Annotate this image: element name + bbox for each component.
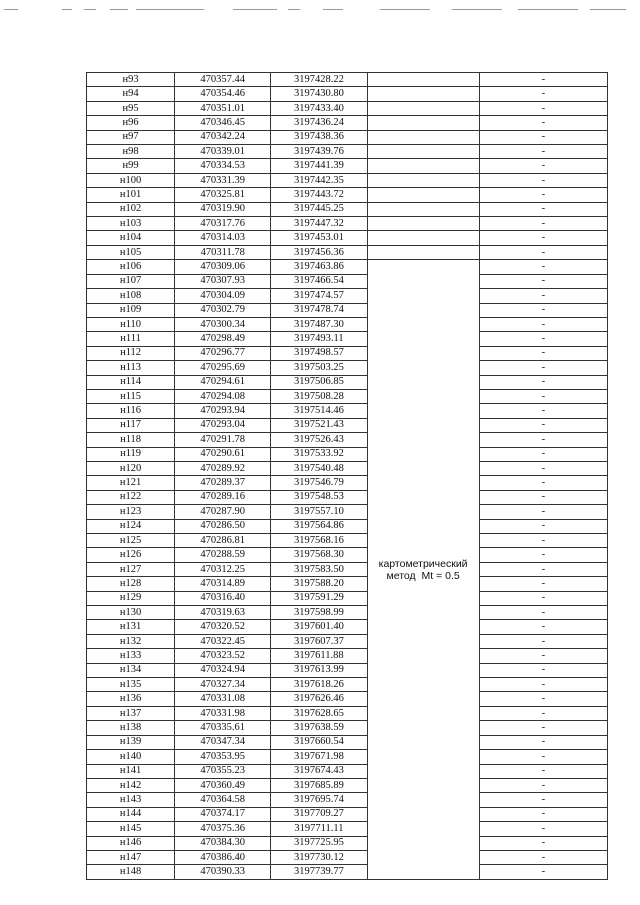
y-coordinate-cell: 3197453.01 [271,231,367,245]
y-coordinate-cell: 3197557.10 [271,505,367,519]
point-name-cell: н109 [87,303,175,317]
point-name-cell: н125 [87,534,175,548]
y-coordinate-cell: 3197568.16 [271,534,367,548]
table-row [87,735,608,749]
table-row [87,159,608,173]
x-coordinate-cell: 470331.39 [175,173,271,187]
x-coordinate-cell: 470335.61 [175,721,271,735]
point-name-cell: н110 [87,317,175,331]
y-coordinate-cell: 3197442.35 [271,173,367,187]
method-line-2: метод Mt = 0.5 [386,569,460,582]
table-row [87,534,608,548]
description-cell: - [479,850,607,864]
x-coordinate-cell: 470374.17 [175,807,271,821]
description-cell: - [479,73,607,87]
x-coordinate-cell: 470331.08 [175,692,271,706]
table-row [87,289,608,303]
table-row [87,346,608,360]
y-coordinate-cell: 3197436.24 [271,116,367,130]
description-cell: - [479,534,607,548]
coordinates-table-body [87,73,608,880]
table-row [87,317,608,331]
y-coordinate-cell: 3197514.46 [271,404,367,418]
x-coordinate-cell: 470322.45 [175,634,271,648]
description-cell: - [479,577,607,591]
table-row [87,433,608,447]
table-row [87,332,608,346]
point-name-cell: н127 [87,562,175,576]
description-cell: - [479,706,607,720]
table-row [87,548,608,562]
point-name-cell: н143 [87,793,175,807]
table-row [87,418,608,432]
x-coordinate-cell: 470386.40 [175,850,271,864]
point-name-cell: н116 [87,404,175,418]
y-coordinate-cell: 3197493.11 [271,332,367,346]
table-row [87,807,608,821]
method-cell-empty [367,173,479,187]
y-coordinate-cell: 3197583.50 [271,562,367,576]
description-cell: - [479,101,607,115]
y-coordinate-cell: 3197601.40 [271,620,367,634]
point-name-cell: н96 [87,116,175,130]
y-coordinate-cell: 3197638.59 [271,721,367,735]
x-coordinate-cell: 470331.98 [175,706,271,720]
x-coordinate-cell: 470375.36 [175,822,271,836]
method-cell-empty [367,231,479,245]
table-row [87,577,608,591]
point-name-cell: н131 [87,620,175,634]
description-cell: - [479,764,607,778]
x-coordinate-cell: 470355.23 [175,764,271,778]
description-cell: - [479,332,607,346]
point-name-cell: н112 [87,346,175,360]
description-cell: - [479,692,607,706]
method-cell-empty [367,217,479,231]
description-cell: - [479,375,607,389]
y-coordinate-cell: 3197591.29 [271,591,367,605]
table-row [87,202,608,216]
description-cell: - [479,778,607,792]
y-coordinate-cell: 3197503.25 [271,361,367,375]
y-coordinate-cell: 3197628.65 [271,706,367,720]
description-cell: - [479,87,607,101]
description-cell: - [479,404,607,418]
point-name-cell: н148 [87,865,175,879]
table-row [87,519,608,533]
y-coordinate-cell: 3197626.46 [271,692,367,706]
method-line-1: картометрический [378,557,468,570]
description-cell: - [479,303,607,317]
description-cell: - [479,865,607,879]
x-coordinate-cell: 470289.16 [175,490,271,504]
point-name-cell: н134 [87,663,175,677]
y-coordinate-cell: 3197521.43 [271,418,367,432]
point-name-cell: н93 [87,73,175,87]
point-name-cell: н139 [87,735,175,749]
point-name-cell: н122 [87,490,175,504]
point-name-cell: н99 [87,159,175,173]
table-row [87,649,608,663]
y-coordinate-cell: 3197445.25 [271,202,367,216]
y-coordinate-cell: 3197456.36 [271,245,367,259]
description-cell: - [479,145,607,159]
y-coordinate-cell: 3197685.89 [271,778,367,792]
point-name-cell: н121 [87,476,175,490]
y-coordinate-cell: 3197730.12 [271,850,367,864]
y-coordinate-cell: 3197674.43 [271,764,367,778]
table-row [87,461,608,475]
y-coordinate-cell: 3197660.54 [271,735,367,749]
description-cell: - [479,562,607,576]
point-name-cell: н124 [87,519,175,533]
description-cell: - [479,418,607,432]
y-coordinate-cell: 3197548.53 [271,490,367,504]
description-cell: - [479,620,607,634]
y-coordinate-cell: 3197568.30 [271,548,367,562]
point-name-cell: н138 [87,721,175,735]
table-row [87,620,608,634]
y-coordinate-cell: 3197441.39 [271,159,367,173]
description-cell: - [479,245,607,259]
x-coordinate-cell: 470390.33 [175,865,271,879]
point-name-cell: н105 [87,245,175,259]
description-cell: - [479,735,607,749]
table-row [87,73,608,87]
y-coordinate-cell: 3197711.11 [271,822,367,836]
y-coordinate-cell: 3197474.57 [271,289,367,303]
x-coordinate-cell: 470289.92 [175,461,271,475]
x-coordinate-cell: 470364.58 [175,793,271,807]
point-name-cell: н140 [87,750,175,764]
point-name-cell: н130 [87,606,175,620]
description-cell: - [479,173,607,187]
x-coordinate-cell: 470316.40 [175,591,271,605]
x-coordinate-cell: 470347.34 [175,735,271,749]
table-row [87,375,608,389]
method-cell-empty [367,87,479,101]
method-cell-empty [367,130,479,144]
table-row [87,850,608,864]
point-name-cell: н132 [87,634,175,648]
y-coordinate-cell: 3197618.26 [271,678,367,692]
y-coordinate-cell: 3197478.74 [271,303,367,317]
x-coordinate-cell: 470357.44 [175,73,271,87]
x-coordinate-cell: 470384.30 [175,836,271,850]
description-cell: - [479,202,607,216]
y-coordinate-cell: 3197613.99 [271,663,367,677]
y-coordinate-cell: 3197428.22 [271,73,367,87]
point-name-cell: н141 [87,764,175,778]
point-name-cell: н114 [87,375,175,389]
y-coordinate-cell: 3197695.74 [271,793,367,807]
description-cell: - [479,317,607,331]
point-name-cell: н115 [87,389,175,403]
point-name-cell: н123 [87,505,175,519]
description-cell: - [479,188,607,202]
table-row [87,678,608,692]
y-coordinate-cell: 3197506.85 [271,375,367,389]
table-row [87,116,608,130]
table-row [87,87,608,101]
description-cell: - [479,678,607,692]
x-coordinate-cell: 470325.81 [175,188,271,202]
x-coordinate-cell: 470294.08 [175,389,271,403]
x-coordinate-cell: 470353.95 [175,750,271,764]
description-cell: - [479,822,607,836]
method-cell-empty [367,202,479,216]
x-coordinate-cell: 470294.61 [175,375,271,389]
table-row [87,231,608,245]
description-cell: - [479,663,607,677]
point-name-cell: н98 [87,145,175,159]
x-coordinate-cell: 470302.79 [175,303,271,317]
point-name-cell: н103 [87,217,175,231]
point-name-cell: н119 [87,447,175,461]
description-cell: - [479,217,607,231]
method-cell-empty [367,116,479,130]
table-row [87,101,608,115]
x-coordinate-cell: 470354.46 [175,87,271,101]
x-coordinate-cell: 470293.94 [175,404,271,418]
description-cell: - [479,461,607,475]
y-coordinate-cell: 3197725.95 [271,836,367,850]
table-row [87,836,608,850]
x-coordinate-cell: 470323.52 [175,649,271,663]
description-cell: - [479,836,607,850]
table-row [87,130,608,144]
x-coordinate-cell: 470290.61 [175,447,271,461]
scan-header-artifact [0,9,640,11]
x-coordinate-cell: 470307.93 [175,274,271,288]
table-row [87,562,608,576]
table-row [87,505,608,519]
x-coordinate-cell: 470311.78 [175,245,271,259]
description-cell: - [479,591,607,605]
table-row [87,173,608,187]
method-cell-empty [367,101,479,115]
description-cell: - [479,389,607,403]
description-cell: - [479,750,607,764]
point-name-cell: н101 [87,188,175,202]
table-row [87,706,608,720]
description-cell: - [479,289,607,303]
point-name-cell: н146 [87,836,175,850]
table-row [87,404,608,418]
x-coordinate-cell: 470288.59 [175,548,271,562]
method-cell-empty [367,188,479,202]
point-name-cell: н104 [87,231,175,245]
point-name-cell: н129 [87,591,175,605]
description-cell: - [479,231,607,245]
x-coordinate-cell: 470360.49 [175,778,271,792]
point-name-cell: н137 [87,706,175,720]
x-coordinate-cell: 470287.90 [175,505,271,519]
x-coordinate-cell: 470319.63 [175,606,271,620]
x-coordinate-cell: 470286.50 [175,519,271,533]
x-coordinate-cell: 470289.37 [175,476,271,490]
point-name-cell: н120 [87,461,175,475]
table-row [87,361,608,375]
x-coordinate-cell: 470351.01 [175,101,271,115]
method-cell-empty [367,159,479,173]
description-cell: - [479,548,607,562]
description-cell: - [479,606,607,620]
table-row [87,490,608,504]
table-row [87,274,608,288]
x-coordinate-cell: 470317.76 [175,217,271,231]
description-cell: - [479,274,607,288]
y-coordinate-cell: 3197540.48 [271,461,367,475]
point-name-cell: н107 [87,274,175,288]
point-name-cell: н118 [87,433,175,447]
description-cell: - [479,519,607,533]
point-name-cell: н128 [87,577,175,591]
point-name-cell: н136 [87,692,175,706]
y-coordinate-cell: 3197447.32 [271,217,367,231]
table-row [87,721,608,735]
table-row [87,591,608,605]
table-row [87,447,608,461]
y-coordinate-cell: 3197433.40 [271,101,367,115]
method-cell-empty [367,73,479,87]
point-name-cell: н102 [87,202,175,216]
table-row [87,764,608,778]
description-cell: - [479,361,607,375]
x-coordinate-cell: 470342.24 [175,130,271,144]
table-row [87,188,608,202]
table-row [87,634,608,648]
y-coordinate-cell: 3197463.86 [271,260,367,274]
y-coordinate-cell: 3197598.99 [271,606,367,620]
point-name-cell: н113 [87,361,175,375]
table-row [87,245,608,259]
description-cell: - [479,490,607,504]
table-row [87,793,608,807]
point-name-cell: н94 [87,87,175,101]
x-coordinate-cell: 470327.34 [175,678,271,692]
x-coordinate-cell: 470300.34 [175,317,271,331]
description-cell: - [479,447,607,461]
point-name-cell: н111 [87,332,175,346]
description-cell: - [479,649,607,663]
method-cell [367,260,479,879]
point-name-cell: н100 [87,173,175,187]
table-row [87,692,608,706]
y-coordinate-cell: 3197671.98 [271,750,367,764]
y-coordinate-cell: 3197739.77 [271,865,367,879]
table-row [87,606,608,620]
point-name-cell: н133 [87,649,175,663]
table-row [87,750,608,764]
description-cell: - [479,807,607,821]
x-coordinate-cell: 470298.49 [175,332,271,346]
description-cell: - [479,634,607,648]
description-cell: - [479,130,607,144]
x-coordinate-cell: 470296.77 [175,346,271,360]
x-coordinate-cell: 470293.04 [175,418,271,432]
description-cell: - [479,721,607,735]
y-coordinate-cell: 3197526.43 [271,433,367,447]
description-cell: - [479,793,607,807]
point-name-cell: н95 [87,101,175,115]
point-name-cell: н135 [87,678,175,692]
y-coordinate-cell: 3197533.92 [271,447,367,461]
x-coordinate-cell: 470314.89 [175,577,271,591]
coordinates-table [86,72,608,880]
x-coordinate-cell: 470309.06 [175,260,271,274]
table-row [87,389,608,403]
point-name-cell: н142 [87,778,175,792]
table-row [87,217,608,231]
table-row [87,778,608,792]
x-coordinate-cell: 470339.01 [175,145,271,159]
x-coordinate-cell: 470286.81 [175,534,271,548]
y-coordinate-cell: 3197466.54 [271,274,367,288]
y-coordinate-cell: 3197709.27 [271,807,367,821]
description-cell: - [479,116,607,130]
description-cell: - [479,346,607,360]
point-name-cell: н145 [87,822,175,836]
table-row [87,822,608,836]
description-cell: - [479,476,607,490]
y-coordinate-cell: 3197607.37 [271,634,367,648]
point-name-cell: н147 [87,850,175,864]
point-name-cell: н144 [87,807,175,821]
y-coordinate-cell: 3197443.72 [271,188,367,202]
x-coordinate-cell: 470334.53 [175,159,271,173]
x-coordinate-cell: 470312.25 [175,562,271,576]
table-row [87,303,608,317]
y-coordinate-cell: 3197439.76 [271,145,367,159]
x-coordinate-cell: 470319.90 [175,202,271,216]
y-coordinate-cell: 3197611.88 [271,649,367,663]
table-row [87,260,608,274]
x-coordinate-cell: 470320.52 [175,620,271,634]
x-coordinate-cell: 470324.94 [175,663,271,677]
x-coordinate-cell: 470314.03 [175,231,271,245]
table-row [87,663,608,677]
description-cell: - [479,505,607,519]
description-cell: - [479,260,607,274]
point-name-cell: н108 [87,289,175,303]
point-name-cell: н117 [87,418,175,432]
description-cell: - [479,433,607,447]
table-row [87,145,608,159]
y-coordinate-cell: 3197498.57 [271,346,367,360]
y-coordinate-cell: 3197430.80 [271,87,367,101]
y-coordinate-cell: 3197546.79 [271,476,367,490]
y-coordinate-cell: 3197487.30 [271,317,367,331]
method-cell-empty [367,245,479,259]
description-cell: - [479,159,607,173]
method-cell-empty [367,145,479,159]
x-coordinate-cell: 470346.45 [175,116,271,130]
y-coordinate-cell: 3197438.36 [271,130,367,144]
point-name-cell: н106 [87,260,175,274]
x-coordinate-cell: 470304.09 [175,289,271,303]
point-name-cell: н126 [87,548,175,562]
x-coordinate-cell: 470295.69 [175,361,271,375]
y-coordinate-cell: 3197588.20 [271,577,367,591]
y-coordinate-cell: 3197508.28 [271,389,367,403]
point-name-cell: н97 [87,130,175,144]
x-coordinate-cell: 470291.78 [175,433,271,447]
table-row [87,865,608,879]
y-coordinate-cell: 3197564.86 [271,519,367,533]
table-row [87,476,608,490]
